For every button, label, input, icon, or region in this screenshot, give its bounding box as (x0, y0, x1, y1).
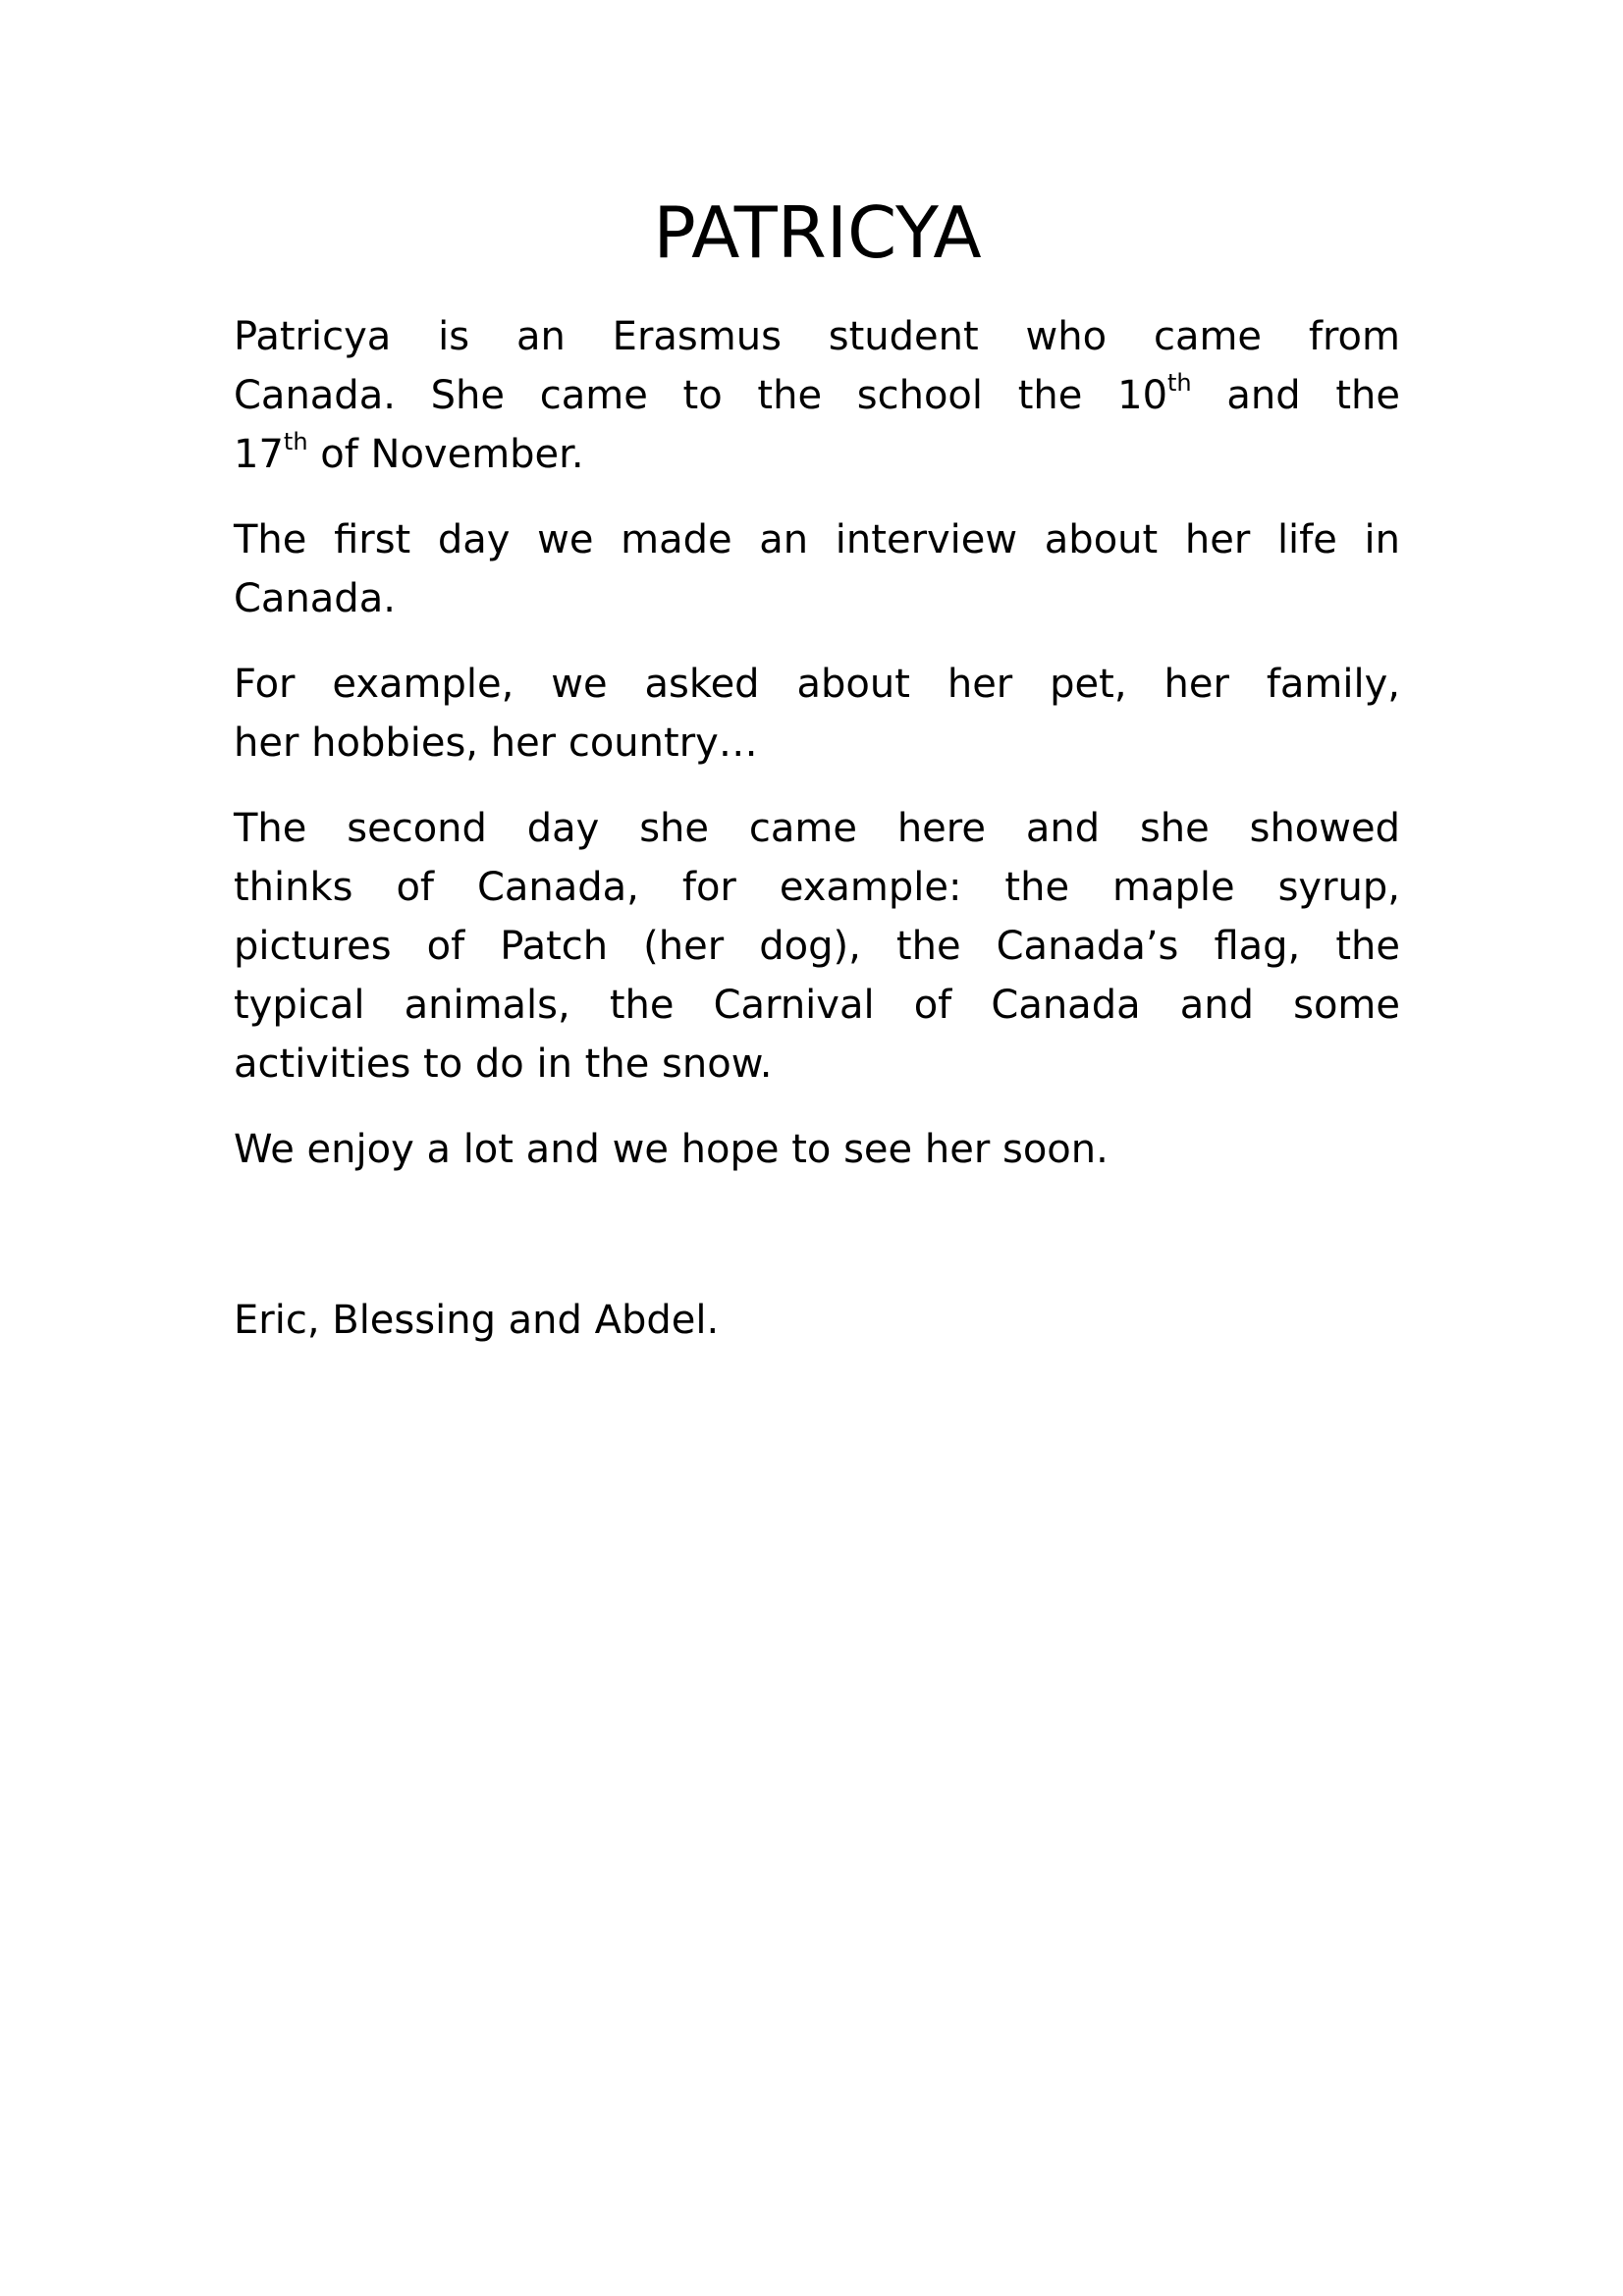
signature-text: Eric, Blessing and Abdel. (234, 1298, 720, 1343)
superscript: th (283, 428, 308, 455)
text-line: The second day she came here and she showed (234, 806, 1400, 851)
paragraph-closing (234, 1120, 1400, 1179)
text-segment: of November. (307, 432, 584, 477)
text-line: Patricya is an Erasmus student who came from (234, 314, 1400, 359)
paragraph-intro (234, 307, 1400, 484)
text-line: activities to do in the snow. (234, 1041, 773, 1087)
text-segment: Canada. She came to the school the 10 (234, 373, 1168, 418)
text-line: For example, we asked about her pet, her family, (234, 662, 1400, 707)
text-line (234, 425, 1400, 484)
text-line: typical animals, the Carnival of Canada and some (234, 983, 1400, 1028)
text-segment: and the (1191, 373, 1400, 418)
document-body (234, 307, 1400, 1376)
text-line: We enjoy a lot and we hope to see her soon. (234, 1127, 1109, 1172)
signature (234, 1291, 1400, 1350)
empty-paragraph (234, 1205, 1400, 1264)
text-line: thinks of Canada, for example: the maple syrup, (234, 865, 1400, 910)
text-line: pictures of Patch (her dog), the Canada’s flag, the (234, 924, 1400, 969)
paragraph-example (234, 655, 1400, 773)
text-line: The first day we made an interview about her life in (234, 517, 1400, 562)
text-line: her hobbies, her country… (234, 721, 758, 766)
page-title: PATRICYA (653, 191, 982, 274)
text-segment: 17 (234, 432, 284, 477)
text-line (234, 366, 1400, 425)
text-line: Canada. (234, 576, 396, 621)
superscript: th (1167, 369, 1192, 397)
paragraph-first-day (234, 510, 1400, 628)
paragraph-second-day (234, 799, 1400, 1094)
